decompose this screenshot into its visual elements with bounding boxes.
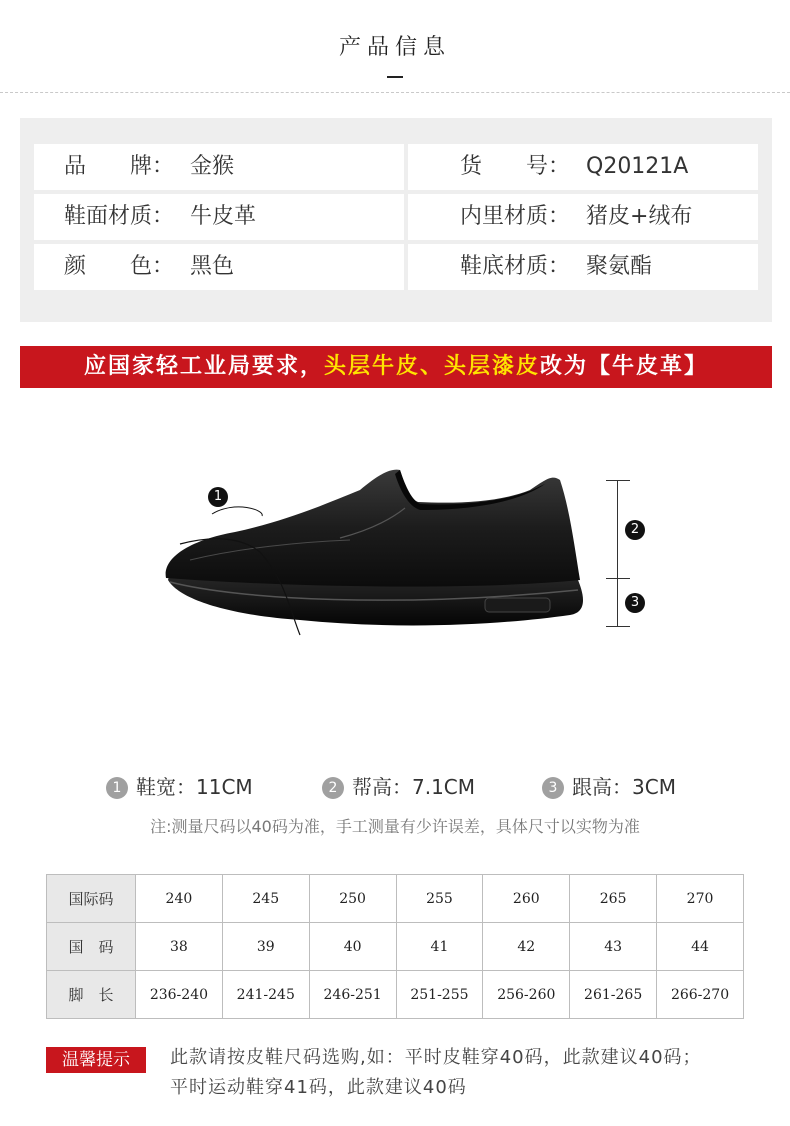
measure-badge: 1 (106, 777, 128, 799)
table-cell: 240 (136, 875, 223, 923)
info-cell (408, 244, 758, 290)
table-cell: 41 (396, 923, 483, 971)
table-cell: 255 (396, 875, 483, 923)
tip-tag: 温馨提示 (46, 1047, 146, 1073)
page-title: 产品信息 (338, 35, 451, 60)
measurement-heel-height (542, 772, 676, 802)
row-header: 国际码 (47, 875, 136, 923)
marker-1-badge: 1 (208, 487, 228, 507)
info-cell (34, 244, 404, 290)
product-info-panel (20, 118, 772, 322)
title-underline (387, 76, 403, 78)
table-cell: 38 (136, 923, 223, 971)
info-cell (34, 194, 404, 240)
table-row (47, 923, 744, 971)
lining-material-label: 内里材质： (460, 204, 571, 229)
dashed-divider (0, 92, 790, 93)
sole-material-label: 鞋底材质： (460, 254, 571, 279)
table-cell: 246-251 (309, 971, 396, 1019)
table-cell: 42 (483, 923, 570, 971)
table-cell: 270 (657, 875, 744, 923)
measure-badge: 3 (542, 777, 564, 799)
table-cell: 265 (570, 875, 657, 923)
brand-value: 金猴 (190, 154, 235, 179)
measurement-width (106, 772, 253, 802)
sku-label: 货 号： (460, 154, 571, 179)
dimension-tick-top (606, 480, 630, 481)
table-cell: 43 (570, 923, 657, 971)
size-table (46, 874, 744, 1019)
table-cell: 266-270 (657, 971, 744, 1019)
table-cell: 236-240 (136, 971, 223, 1019)
measure-badge: 2 (322, 777, 344, 799)
material-notice-banner (20, 346, 772, 388)
info-row (34, 244, 758, 290)
upper-material-value: 牛皮革 (190, 204, 257, 229)
row-header: 国 码 (47, 923, 136, 971)
banner-highlight: 头层牛皮、头层漆皮 (323, 354, 540, 379)
tip-text (170, 1043, 770, 1103)
banner-text-b: 改为【牛皮革】 (540, 354, 709, 379)
info-cell (408, 194, 758, 240)
shoe-image (150, 440, 650, 660)
table-cell: 256-260 (483, 971, 570, 1019)
measurement-upper-height (322, 772, 475, 802)
upper-material-label: 鞋面材质： (64, 204, 175, 229)
measure-label: 跟高：3CM (572, 775, 676, 799)
color-label: 颜 色： (64, 254, 175, 279)
dimension-tick-mid (606, 578, 630, 579)
table-row (47, 875, 744, 923)
info-row (34, 144, 758, 190)
table-cell: 251-255 (396, 971, 483, 1019)
table-cell: 250 (309, 875, 396, 923)
table-cell: 40 (309, 923, 396, 971)
height-dimension-line (617, 480, 618, 627)
tip-line-1: 此款请按皮鞋尺码选购,如：平时皮鞋穿40码，此款建议40码； (170, 1047, 702, 1068)
row-header: 脚 长 (47, 971, 136, 1019)
sole-material-value: 聚氨酯 (586, 254, 653, 279)
table-cell: 260 (483, 875, 570, 923)
measure-label: 鞋宽：11CM (136, 775, 253, 799)
measurement-note: 注:测量尺码以40码为准，手工测量有少许误差，具体尺寸以实物为准 (150, 817, 640, 836)
brand-label: 品 牌： (64, 154, 175, 179)
table-cell: 44 (657, 923, 744, 971)
table-cell: 261-265 (570, 971, 657, 1019)
measurements-row (0, 772, 790, 802)
table-cell: 245 (222, 875, 309, 923)
info-cell (408, 144, 758, 190)
table-cell: 241-245 (222, 971, 309, 1019)
table-row (47, 971, 744, 1019)
banner-text-a: 应国家轻工业局要求， (83, 354, 324, 379)
measure-label: 帮高：7.1CM (352, 775, 476, 799)
lining-material-value: 猪皮+绒布 (586, 204, 693, 229)
marker-3-badge: 3 (625, 593, 645, 613)
table-cell: 39 (222, 923, 309, 971)
tip-line-2: 平时运动鞋穿41码，此款建议40码 (170, 1077, 467, 1098)
marker-2-badge: 2 (625, 520, 645, 540)
sku-value: Q20121A (586, 154, 689, 179)
info-row (34, 194, 758, 240)
info-cell (34, 144, 404, 190)
color-value: 黑色 (190, 254, 235, 279)
dimension-tick-bottom (606, 626, 630, 627)
